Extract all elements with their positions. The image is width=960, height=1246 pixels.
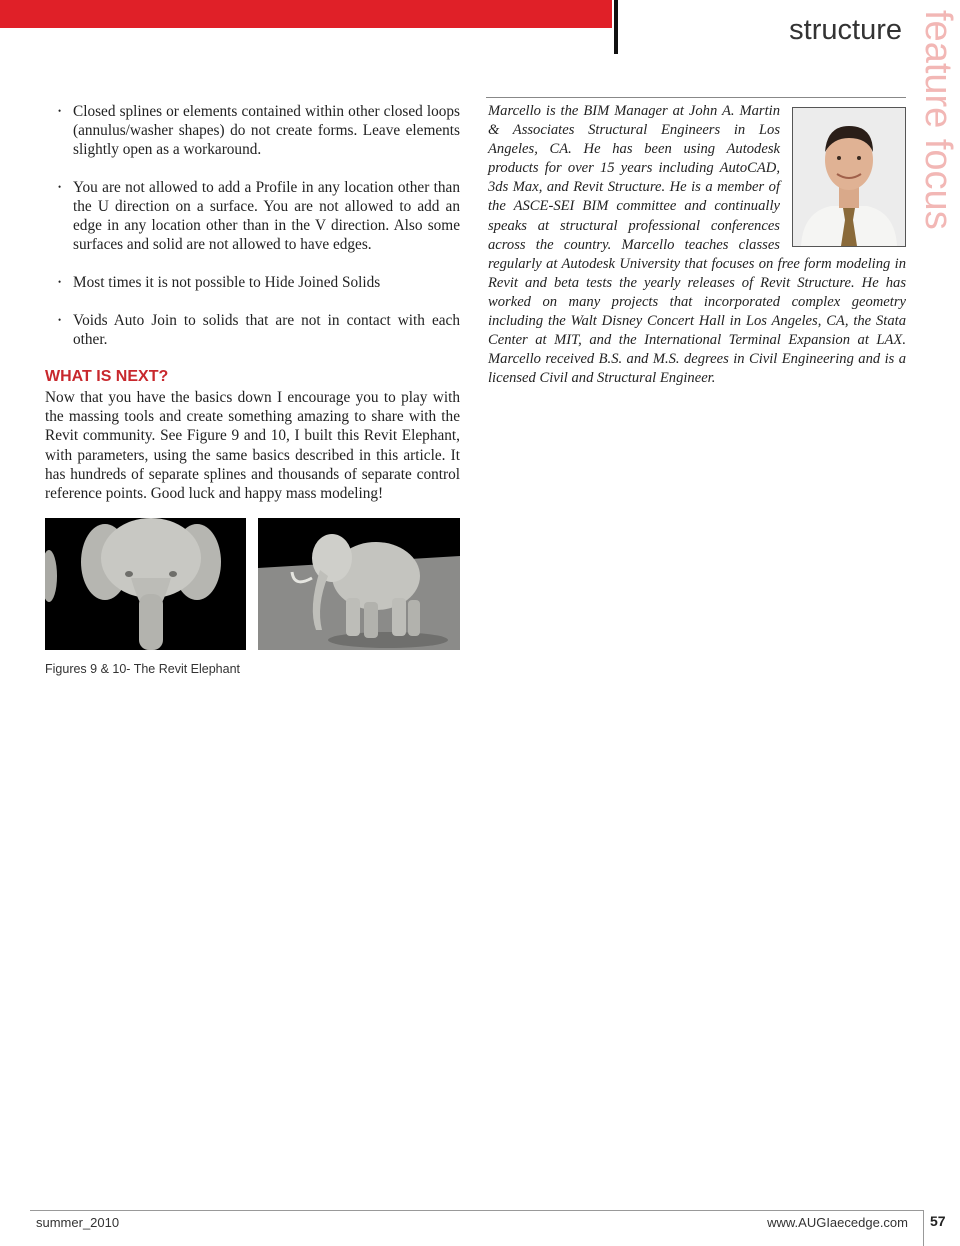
bullet-icon: • (58, 106, 62, 116)
bullet-list (58, 102, 460, 368)
body-paragraph: Now that you have the basics down I encourage you to play with the massing tools and create something amazing to share with the Revit community. See Figure 9 and 10, I built this Revit Elephant, with parameters, using the same basics described in this article. It has hundreds of separate splines and thousands of separate control reference points. Good luck and happy mass modeling! (45, 389, 460, 503)
footer-divider (923, 1210, 924, 1246)
footer-url[interactable]: www.AUGIaecedge.com (767, 1215, 908, 1230)
footer-issue: summer_2010 (36, 1215, 120, 1230)
bullet-text: Closed splines or elements contained within other closed loops (annulus/washer shapes) do not create forms. Leave elements slightly open as a workaround. (73, 103, 460, 158)
section-heading: WHAT IS NEXT? (45, 368, 169, 385)
elephant-front-image (45, 518, 246, 650)
bullet-item (58, 311, 460, 349)
figure-caption: Figures 9 & 10- The Revit Elephant (45, 662, 241, 676)
figure-elephant-front (45, 518, 246, 650)
bullet-item (58, 178, 460, 254)
figure-elephant-perspective (258, 518, 460, 650)
author-bio-text: Marcello is the BIM Manager at John A. Martin & Associates Structural Engineers in Los Angeles, CA. He has been using Autodesk products for over 15 years including AutoCAD, 3ds Max, and Revit Structure. He is a member of the ASCE-SEI BIM committee and continually speaks at structural professional conferences across the country. Marcello teaches classes regularly at Autodesk University that focuses on free form modeling in Revit and beta tests the yearly releases of Revit Structure. He has worked on many projects that incorporated complex geometry including the Walt Disney Concert Hall in Los Angeles, CA, the Stata Center at MIT, and the International Terminal Expansion at LAX. Marcello received B.S. and M.S. degrees in Civil Engineering and is a licensed Civil and Structural Engineer. (488, 103, 906, 387)
bullet-item (58, 273, 460, 292)
bio-top-rule (486, 97, 906, 98)
bullet-text: Most times it is not possible to Hide Joined Solids (73, 274, 381, 291)
elephant-perspective-image (258, 518, 460, 650)
bullet-text: You are not allowed to add a Profile in any location other than the U direction on a surface. You are not allowed to add an edge in any location other than in the V direction. Also some surfaces and solid are not allowed to have edges. (73, 179, 460, 253)
author-photo (793, 108, 905, 246)
feature-focus-label: feature focus (917, 10, 959, 230)
header-red-bar (0, 0, 612, 28)
header-divider (614, 0, 618, 54)
bullet-item (58, 102, 460, 159)
page-number: 57 (930, 1213, 946, 1229)
footer-rule (30, 1210, 923, 1211)
bullet-icon: • (58, 182, 62, 192)
bullet-icon: • (58, 315, 62, 325)
bullet-icon: • (58, 277, 62, 287)
section-title: structure (789, 14, 902, 46)
bullet-text: Voids Auto Join to solids that are not in contact with each other. (73, 312, 460, 348)
author-portrait (792, 107, 906, 247)
author-bio (488, 102, 906, 388)
